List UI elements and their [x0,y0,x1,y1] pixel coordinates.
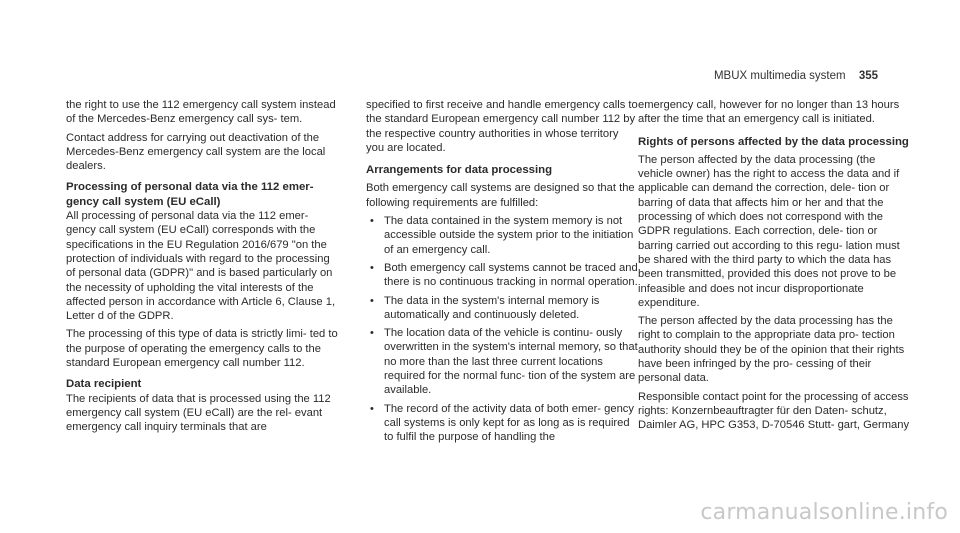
paragraph: specified to first receive and handle emergency calls to the standard European emergency call number 112 by the respective country authorities in whose territory you are located. [366,99,638,154]
list-item-text: The location data of the vehicle is continu- ously overwritten in the system's internal memory, so that no more than the last three current locations required for the normal func- tion of the system are available. [384,327,638,397]
column-3 [638,98,910,433]
list-item [366,214,638,257]
list-item-text: The data contained in the system memory is not accessible outside the system prior to the initiation of an emergency call. [384,215,634,256]
paragraph: All processing of personal data via the 112 emer- gency call system (EU eCall) corresponds with the specifications in the EU Regulation 2016/679 "on the protection of individuals with regard to the processing of personal data (GDPR)" and is based particularly on the necessity of upholding the vital interests of the affected person in accordance with Article 6, Clause 1, Letter d of the GDPR. [66,210,336,323]
page-header [714,70,878,82]
paragraph: emergency call, however for no longer than 13 hours after the time that an emergency call is initiated. [638,99,900,126]
section-heading: Data recipient [66,378,142,391]
column-2 [366,98,638,449]
section-heading: Arrangements for data processing [366,164,553,177]
paragraph: The recipients of data that is processed using the 112 emergency call system (EU eCall) are the rel- evant emergency call inquiry terminals that are [66,392,331,434]
bullet-icon: • [370,261,374,274]
list-item-text: The data in the system's internal memory is automatically and continuously deleted. [384,294,600,321]
requirements-list [366,214,638,444]
section-title: MBUX multimedia system [713,70,846,82]
column-1 [66,98,338,435]
paragraph: The person affected by the data processing (the vehicle owner) has the right to access the data and if applicable can demand the correction, dele- tion or barring of data that affects him or her and that the processing of which does not correspond with the GDPR regulations. Each correction, dele- tion or barring carried out according to this regu- lation must be shared with the third party to which the data has been transmitted, provided this does not prove to be infeasible and does not incur disproportionate expenditure. [638,153,900,309]
watermark: carmanualsonline.info [700,500,948,525]
list-item [366,326,638,397]
section-heading: Rights of persons affected by the data processing [638,135,909,148]
list-item [366,294,638,323]
paragraph: Responsible contact point for the processing of access rights: Konzernbeauftragter für den Daten- schutz, Daimler AG, HPC G353, D-70546 Stutt- gart, Germany [638,390,910,432]
paragraph: The person affected by the data processing has the right to complain to the appropriate data pro- tection authority should they be of the opinion that their rights have been infringed by the pro- cessing of their personal data. [638,315,905,385]
bullet-icon: • [370,327,374,340]
paragraph: Contact address for carrying out deactivation of the Mercedes-Benz emergency call system are the local dealers. [66,131,326,173]
paragraph: The processing of this type of data is strictly limi- ted to the purpose of operating the emergency calls to the standard European emergency call number 112. [66,328,338,370]
section-heading: Processing of personal data via the 112 emer- gency call system (EU eCall) [66,181,314,208]
bullet-icon: • [370,402,374,415]
bullet-icon: • [370,215,374,228]
list-item [366,402,638,445]
list-item [366,261,638,290]
bullet-icon: • [370,294,374,307]
paragraph: Both emergency call systems are designed so that the following requirements are fulfilled: [366,182,635,209]
list-item-text: The record of the activity data of both emer- gency call systems is only kept for as long as is required to fulfil the purpose of handling the [384,402,634,444]
list-item-text: Both emergency call systems cannot be traced and there is no continuous tracking in normal operation. [384,261,638,289]
paragraph: the right to use the 112 emergency call system instead of the Mercedes-Benz emergency call sys- tem. [66,99,336,126]
page-number: 355 [858,70,878,82]
